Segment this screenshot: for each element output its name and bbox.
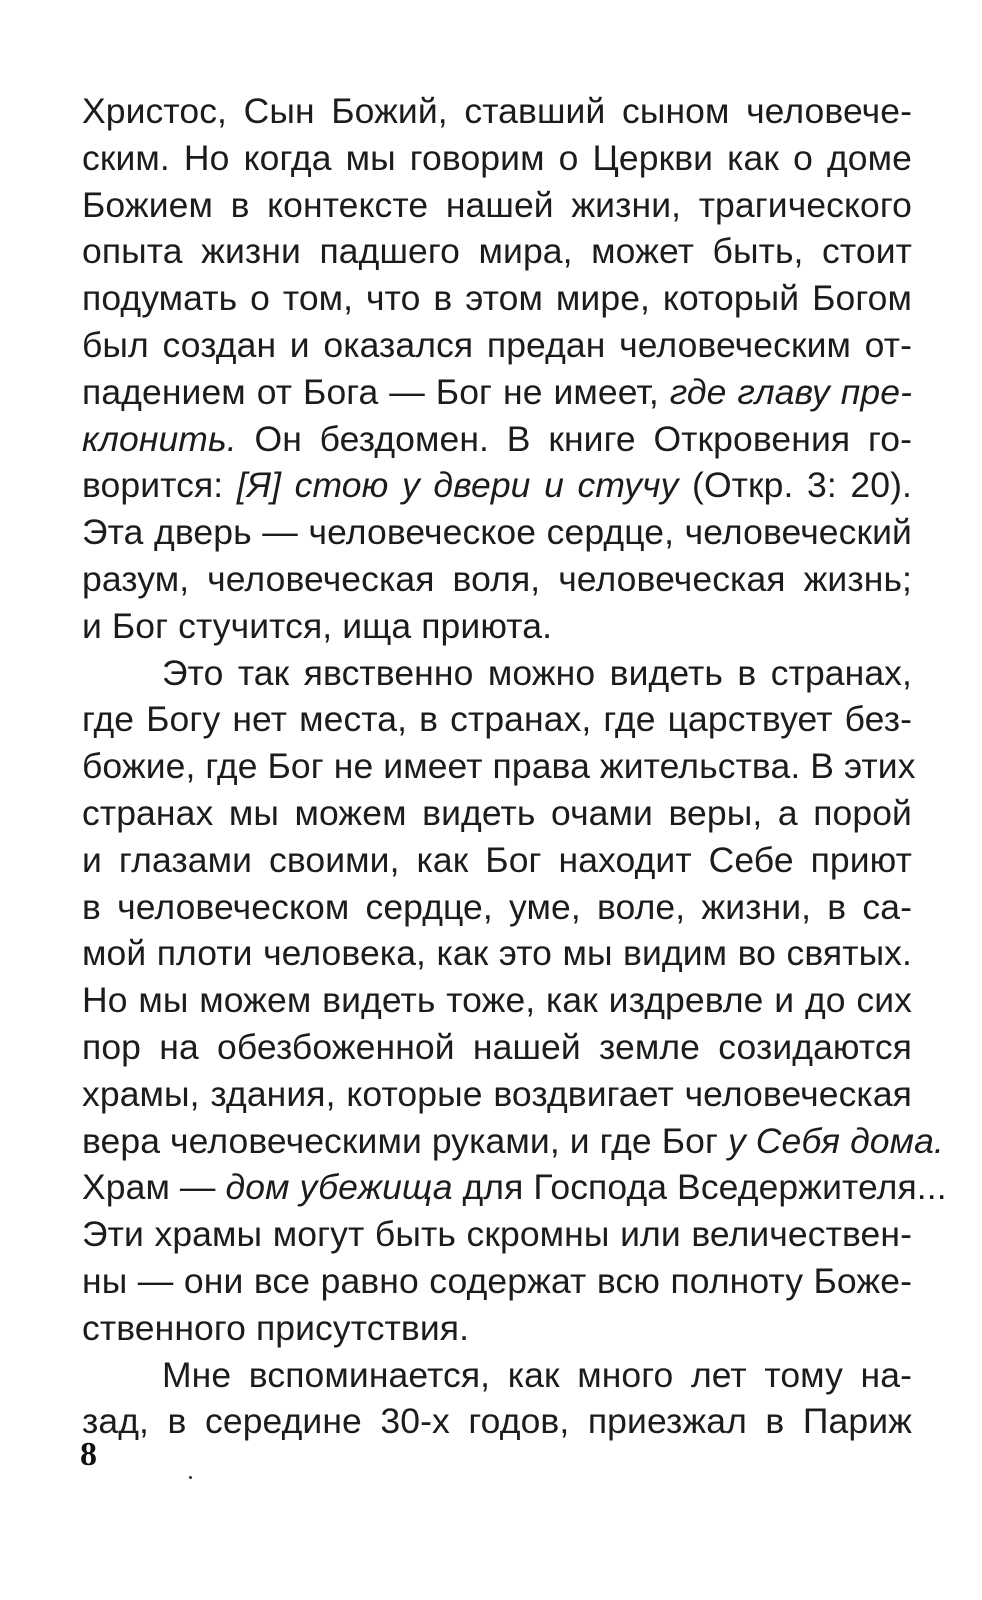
text-line bbox=[82, 1118, 944, 1165]
text-run: Мне вспоминается, как много лет тому на- bbox=[162, 1354, 912, 1395]
text-line bbox=[82, 322, 912, 369]
text-line bbox=[82, 1258, 912, 1305]
text-run: ским. Но когда мы говорим о Церкви как о доме bbox=[82, 137, 912, 178]
text-line bbox=[82, 930, 912, 977]
text-run: мой плоти человека, как это мы видим во святых. bbox=[82, 933, 912, 974]
text-line bbox=[82, 1305, 912, 1352]
text-run: зад, в середине 30-х годов, приезжал в Париж bbox=[82, 1401, 912, 1442]
text-run: подумать о том, что в этом мире, который Богом bbox=[82, 278, 912, 319]
text-line bbox=[82, 1398, 912, 1445]
text-run: и глазами своими, как Бог находит Себе приют bbox=[82, 839, 912, 880]
text-line bbox=[82, 696, 912, 743]
text-line bbox=[82, 182, 912, 229]
text-run: Это так явственно можно видеть в странах, bbox=[162, 652, 912, 693]
text-line bbox=[82, 650, 912, 697]
text-run: где Богу нет места, в странах, где царствует без- bbox=[82, 699, 912, 740]
text-run: божие, где Бог не имеет права жительства. В этих bbox=[82, 746, 916, 787]
text-run: храмы, здания, которые воздвигает человеческая bbox=[82, 1073, 912, 1114]
text-run: Но мы можем видеть тоже, как издревле и до сих bbox=[82, 980, 912, 1021]
text-run: падением от Бога — Бог не имеет, bbox=[82, 371, 670, 412]
text-run: в человеческом сердце, уме, воле, жизни, в са- bbox=[82, 886, 912, 927]
text-run: и Бог стучится, ища приюта. bbox=[82, 605, 553, 646]
text-run: ворится: bbox=[82, 465, 237, 506]
text-line bbox=[82, 743, 916, 790]
italic-text: у Себя дома. bbox=[727, 1120, 944, 1161]
text-line bbox=[82, 837, 912, 884]
text-line bbox=[82, 1352, 912, 1399]
text-run: для Господа Вседержителя... bbox=[452, 1167, 947, 1208]
text-line bbox=[82, 603, 912, 650]
text-line bbox=[82, 462, 912, 509]
text-line bbox=[82, 790, 912, 837]
text-line bbox=[82, 1164, 947, 1211]
text-line bbox=[82, 228, 912, 275]
text-run: (Откр. 3: 20). bbox=[678, 465, 912, 506]
text-run: Храм — bbox=[82, 1167, 226, 1208]
text-run: опыта жизни падшего мира, может быть, стоит bbox=[82, 231, 912, 272]
text-line bbox=[82, 1211, 912, 1258]
text-line bbox=[82, 977, 912, 1024]
italic-text: где главу пре- bbox=[669, 371, 913, 412]
text-line bbox=[82, 416, 912, 463]
text-line bbox=[82, 884, 912, 931]
text-run: Эти храмы могут быть скромны или величествен- bbox=[82, 1214, 912, 1255]
text-run: Он бездомен. В книге Откровения го- bbox=[236, 418, 912, 459]
text-line bbox=[82, 135, 912, 182]
text-run: Христос, Сын Божий, ставший сыном человече- bbox=[82, 91, 912, 131]
text-run: Эта дверь — человеческое сердце, человеческий bbox=[82, 512, 912, 553]
text-run: разум, человеческая воля, человеческая жизнь; bbox=[82, 558, 912, 599]
text-run: был создан и оказался предан человеческим от- bbox=[82, 324, 912, 365]
italic-text: [Я] стою у двери и стучу bbox=[236, 465, 679, 506]
text-line bbox=[82, 1024, 912, 1071]
text-line bbox=[82, 275, 912, 322]
text-line bbox=[82, 369, 912, 416]
italic-text: клонить. bbox=[82, 418, 237, 459]
text-run: Божием в контексте нашей жизни, трагического bbox=[82, 184, 912, 225]
text-line bbox=[82, 509, 912, 556]
page-number: 8 bbox=[80, 1436, 97, 1473]
italic-text: дом убежища bbox=[225, 1167, 453, 1208]
text-run: странах мы можем видеть очами веры, а порой bbox=[82, 792, 912, 833]
text-line bbox=[82, 1071, 912, 1118]
text-run: вера человеческими руками, и где Бог bbox=[82, 1120, 728, 1161]
text-line bbox=[82, 88, 912, 135]
text-run: ны — они все равно содержат всю полноту Боже- bbox=[82, 1260, 912, 1301]
text-run: пор на обезбоженной нашей земле созидаются bbox=[82, 1026, 912, 1067]
print-speck bbox=[189, 1476, 192, 1479]
text-run: ственного присутствия. bbox=[82, 1307, 470, 1348]
body-text bbox=[82, 88, 947, 1445]
text-line bbox=[82, 556, 912, 603]
